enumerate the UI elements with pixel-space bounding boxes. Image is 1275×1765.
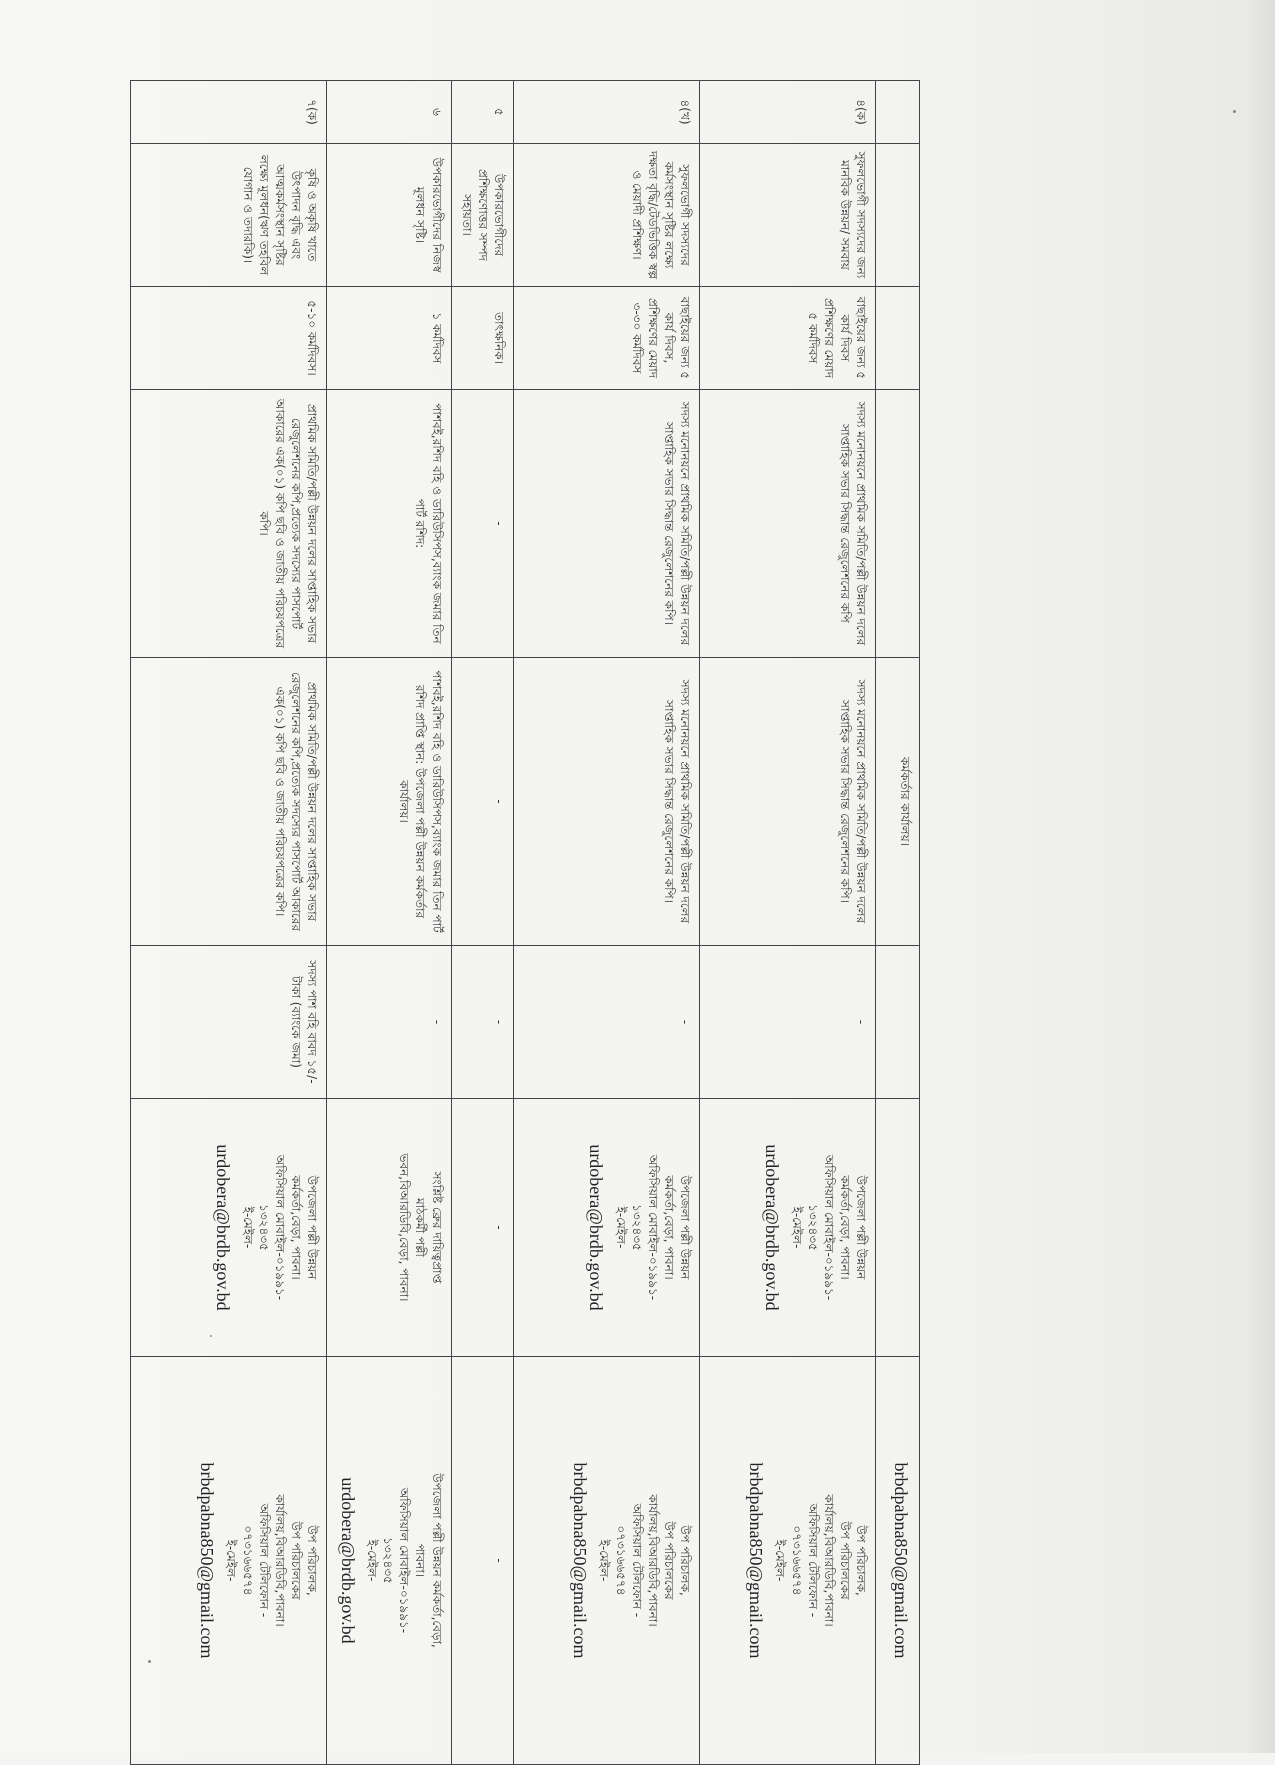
cell-sl: ৪(ক) [700,81,876,144]
cell-higher [700,1357,876,1765]
cell-place: প্রাথমিক সমিতি/পল্লী উন্নয়ন দলের সাপ্তাহিক সভার রেজুলেশনের কপি,প্রত্যেক সদস্যের পাসপোর্ট আকারের এক(০১) কপি ছবি ও জাতীয় পরিচয়পত্রের কপি। [131,658,327,946]
cell-officer [327,1099,451,1357]
cell-officer [700,1099,876,1357]
cell-docs: পাশবই,রশিদ বহি ও ডারিউসিপস,ব্যাংক জমার তিন পার্ট রশিদ: [327,390,451,658]
cell-docs: সদস্য মনোনয়নে প্রাথমিক সমিতি/পল্লী উন্নয়ন দলের সাপ্তাহিক সভার সিদ্ধান্ত রেজুলেশনের কপি [700,390,876,658]
officer-line: ১৩২৪৩৫ [256,1204,271,1251]
cell-docs [876,390,920,658]
officer-line: ই-মেইল- [240,1206,255,1249]
cell-higher: - [451,1357,514,1765]
officer-line: সংশ্লিষ্ট ব্রুের দায়িত্বপ্রাপ্ত [429,1171,444,1284]
officer-email: urdobera@brdb.gov.bd [762,1144,783,1311]
officer-line: কর্মকর্তা,বেড়া, পাবনা। [838,1175,853,1280]
cell-docs: সদস্য মনোনয়নে প্রাথমিক সমিতি/পল্লী উন্নয়ন দলের সাপ্তাহিক সভার সিদ্ধান্ত রেজুলেশনের কপি। [514,390,700,658]
higher-email: brbdpabna850@gmail.com [570,1462,591,1659]
cell-fee: - [451,946,514,1099]
officer-email: urdobera@brdb.gov.bd [586,1144,607,1311]
officer-line: ই-মেইল- [789,1206,804,1249]
higher-line: ই-মেইল- [224,1539,239,1582]
cell-time [876,287,920,390]
higher-line: ০৭৩১৬৬৫৭৪ [613,1525,628,1596]
higher-line: অফিসিয়াল টেলিফোন - [629,1503,644,1618]
cell-docs: - [451,390,514,658]
cell-place: কর্মকর্তার কার্যালয়। [876,658,920,946]
cell-fee: - [700,946,876,1099]
scan-speck [148,1660,151,1663]
officer-line: কর্মকর্তা,বেড়া, পাবনা। [662,1175,677,1280]
officer-line: মাঠকর্মী পল্লী [413,1198,428,1257]
cell-sl [876,81,920,144]
cell-time: ১ কর্মদিবস [327,287,451,390]
cell-place: পাশবই,রশিদ বহি ও ডারিউসিপস,ব্যাংক জমার তিন পার্ট রশিদ প্রাপ্তি স্থান: উপজেলা পল্লী উন্নয়ন কর্মকর্তার কার্যালয়। [327,658,451,946]
officer-line: ভবন,বিআরডিবি,বেড়া, পাবনা। [397,1153,412,1302]
scan-speck [210,1335,212,1337]
table-row [451,81,514,1765]
officer-line: ১৩২৪৩৫ [629,1204,644,1251]
cell-higher [327,1357,451,1765]
higher-line: উপ পরিচালকের [289,1521,304,1600]
cell-place: সদস্য মনোনয়নে প্রাথমিক সমিতি/পল্লী উন্নয়ন দলের সাপ্তাহিক সভার সিদ্ধান্ত রেজুলেশনের কপি। [514,658,700,946]
cell-fee: - [327,946,451,1099]
higher-line: ই-মেইল- [597,1539,612,1582]
higher-line: উপ পরিচালক, [305,1525,320,1596]
cell-fee: সদস্য পাশ বহি বাবদ ১৫/- টাকা (ব্যাংকে জমা) [131,946,327,1099]
cell-place: সদস্য মনোনয়নে প্রাথমিক সমিতি/পল্লী উন্নয়ন দলের সাপ্তাহিক সভার সিদ্ধান্ত রেজুলেশনের কপি। [700,658,876,946]
cell-service: উপকারভোগীদের প্রশিক্ষণোত্তর সম্পদ সহায়তা। [451,144,514,287]
table-row [327,81,451,1765]
cell-time: বাছাইয়ের জন্য ৫ কার্য দিবস প্রশিক্ষণের মেয়াদ ৫ কর্মদিবস [700,287,876,390]
cell-service: সুফলভোগী সদস্যদের কর্মসংস্থান সৃষ্টির লক্ষ্যে দক্ষতা বৃদ্ধি/টেডভিত্তিক স্বল্প ও মেয়াদী প্রশিক্ষণ। [514,144,700,287]
higher-line: ১৩২৪৩৫ [381,1537,396,1584]
cell-higher [876,1357,920,1765]
higher-line: ০৭৩১৬৬৫৭৪ [789,1525,804,1596]
higher-line: পাবনা। [413,1543,428,1578]
cell-place: - [451,658,514,946]
cell-time: তাৎক্ষনিক। [451,287,514,390]
cell-higher [514,1357,700,1765]
cell-officer: - [451,1099,514,1357]
higher-line: কার্যালয়,বিআরডিবি,পাবনা। [821,1494,836,1627]
higher-line: উপ পরিচালক, [854,1525,869,1596]
cell-sl: ৪(খ) [514,81,700,144]
officer-line: অফিসিয়াল মোবাইল-০১৯৯১- [821,1154,836,1301]
table-row-continuation [876,81,920,1765]
higher-line: উপজেলা পল্লী উন্নয়ন কর্মকর্তা,বেড়া, [429,1473,444,1648]
cell-service [876,144,920,287]
table-row [131,81,327,1765]
cell-fee [876,946,920,1099]
higher-line: অফিসিয়াল টেলিফোন - [805,1503,820,1618]
officer-line: অফিসিয়াল মোবাইল-০১৯৯১- [645,1154,660,1301]
officer-line: উপজেলা পল্লী উন্নয়ন [854,1175,869,1280]
officer-line: ই-মেইল- [613,1206,628,1249]
cell-fee: - [514,946,700,1099]
citizen-charter-table [130,80,920,1765]
higher-line: অফিসিয়াল মোবাইল-০১৯৯১- [397,1487,412,1634]
higher-line: অফিসিয়াল টেলিফোন - [256,1503,271,1618]
higher-line: ০৭৩১৬৬৫৭৪ [240,1525,255,1596]
higher-line: ই-মেইল- [364,1539,379,1582]
higher-email: brbdpabna850@gmail.com [746,1462,767,1659]
cell-sl: ৬ [327,81,451,144]
table-row [700,81,876,1765]
higher-email: brbdpabna850@gmail.com [197,1462,218,1659]
higher-email: brbdpabna850@gmail.com [891,1462,911,1659]
officer-line: উপজেলা পল্লী উন্নয়ন [305,1175,320,1280]
cell-service: কৃষি ও অকৃষি খাতে উৎপাদন বৃদ্ধি এবং আত্মকর্মসংস্থান সৃষ্টির লক্ষ্যে মূলধন(ঋণ তহবিল যোগান ও তদারকি)। [131,144,327,287]
cell-time: ৫-১০ কর্মদিবস। [131,287,327,390]
higher-line: ই-মেইল- [773,1539,788,1582]
officer-line: ১৩২৪৩৫ [805,1204,820,1251]
officer-line: কর্মকর্তা,বেড়া, পাবনা। [289,1175,304,1280]
cell-sl: ৫ [451,81,514,144]
higher-line: উপ পরিচালকের [662,1521,677,1600]
table-row [514,81,700,1765]
cell-higher [131,1357,327,1765]
cell-service: সুফলভোগী সদস্যদের জন্য মানবিক উন্নয়ন/ সমবায় [700,144,876,287]
higher-line: উপ পরিচালকের [838,1521,853,1600]
officer-line: উপজেলা পল্লী উন্নয়ন [678,1175,693,1280]
page-edge-shadow [1245,0,1275,1753]
cell-service: উপকারভোগীদের নিজস্ব মূলধন সৃষ্টি। [327,144,451,287]
higher-line: কার্যালয়,বিআরডিবি,পাবনা। [645,1494,660,1627]
cell-docs: প্রাথমিক সমিতি/পল্লী উন্নয়ন দলের সাপ্তাহিক সভার রেজুলেশনের কপি,প্রত্যেক সদস্যের পাসপোর্ট আকারের এক(০১) কপি ছবি ও জাতীয় পরিচয়পত্রের কপি। [131,390,327,658]
cell-officer [514,1099,700,1357]
officer-email: urdobera@brdb.gov.bd [213,1144,234,1311]
higher-line: কার্যালয়,বিআরডিবি,পাবনা। [272,1494,287,1627]
rotated-table-wrapper [130,80,920,1660]
officer-line: অফিসিয়াল মোবাইল-০১৯৯১- [272,1154,287,1301]
cell-officer [131,1099,327,1357]
higher-line: উপ পরিচালক, [678,1525,693,1596]
cell-sl: ৭(ক) [131,81,327,144]
cell-time: বাছাইয়ের জন্য ৫ কার্য দিবস, প্রশিক্ষণের মেয়াদ ৩-৩০ কর্মদিবস [514,287,700,390]
cell-officer [876,1099,920,1357]
higher-email: urdobera@brdb.gov.bd [337,1477,358,1644]
scan-speck [1233,110,1236,113]
